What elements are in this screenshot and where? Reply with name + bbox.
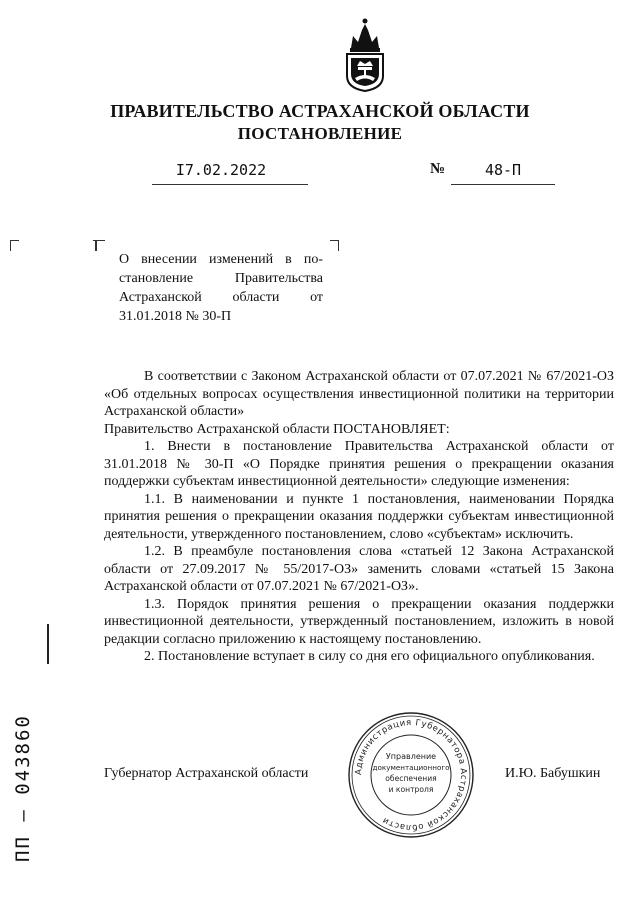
- corner-mark: [96, 240, 105, 251]
- resolves-paragraph: Правительство Астраханской области ПОСТАНОВЛЯЕТ:: [104, 421, 450, 437]
- astrakhan-coat-of-arms-icon: [343, 14, 387, 92]
- number-sign: №: [430, 161, 446, 177]
- corner-mark: [10, 240, 19, 251]
- document-date: I7.02.2022: [175, 161, 267, 179]
- subject-line: 31.01.2018 № 30-П: [119, 309, 232, 324]
- seal-center-line: Управление: [385, 752, 437, 761]
- clause-1-3: 1.3. Порядок принятия решения о прекращении оказания поддержки инвестиционной деятельности, утвержденный постановлением, изложить в новой редакции согласно приложению к настоящему постановлению.: [104, 596, 614, 647]
- clause-2: 2. Постановление вступает в силу со дня его официального опубликования.: [144, 649, 595, 664]
- official-seal: [346, 710, 476, 840]
- subject-line: О внесении изменений в по-: [119, 252, 323, 267]
- document-subject: [119, 250, 323, 326]
- signer-name: И.Ю. Бабушкин: [505, 766, 601, 781]
- seal-center-line: документационного: [372, 763, 450, 772]
- document-body: [104, 368, 614, 666]
- margin-line: [47, 624, 49, 664]
- subject-line: становление Правительства: [119, 271, 323, 286]
- organization-title: ПРАВИТЕЛЬСТВО АСТРАХАНСКОЙ ОБЛАСТИ: [110, 101, 530, 121]
- seal-center-line: и контроля: [388, 785, 434, 794]
- seal-center-line: обеспечения: [385, 774, 437, 783]
- number-underline: [451, 184, 555, 185]
- clause-1-2: 1.2. В преамбуле постановления слова «статьей 12 Закона Астраханской области от 27.09.2017 № 55/2017-ОЗ» заменить словами «статьей 15 Закона Астраханской области от 07.07.2021 № 67/2021-ОЗ».: [104, 544, 614, 594]
- subject-line: Астраханской области от: [119, 290, 323, 305]
- signer-position: Губернатор Астраханской области: [104, 766, 309, 781]
- corner-mark: [93, 240, 96, 251]
- date-underline: [152, 184, 308, 185]
- clause-1: 1. Внести в постановление Правительства Астраханской области от 31.01.2018 № 30-П «О Порядке принятия решения о прекращении оказания поддержки субъектам инвестиционной деятельности» следующие изменения:: [104, 439, 614, 489]
- preamble-paragraph: В соответствии с Законом Астраханской области от 07.07.2021 № 67/2021-ОЗ «Об отдельных вопросах осуществления инвестиционной политики на территории Астраханской области»: [104, 369, 614, 419]
- clause-1-1: 1.1. В наименовании и пункте 1 постановления, наименовании Порядка принятия решения о прекращении оказания поддержки субъектам инвестиционной деятельности, утвержденного постановлением, слово «субъектам» исключить.: [104, 491, 614, 542]
- document-number: 48-П: [484, 161, 522, 179]
- seal-ring-text: Администрация Губернатора Астраханской области: [353, 717, 469, 833]
- corner-mark: [330, 240, 339, 251]
- document-type-title: ПОСТАНОВЛЕНИЕ: [237, 124, 403, 143]
- form-serial-number: ПП – 043860: [12, 714, 34, 862]
